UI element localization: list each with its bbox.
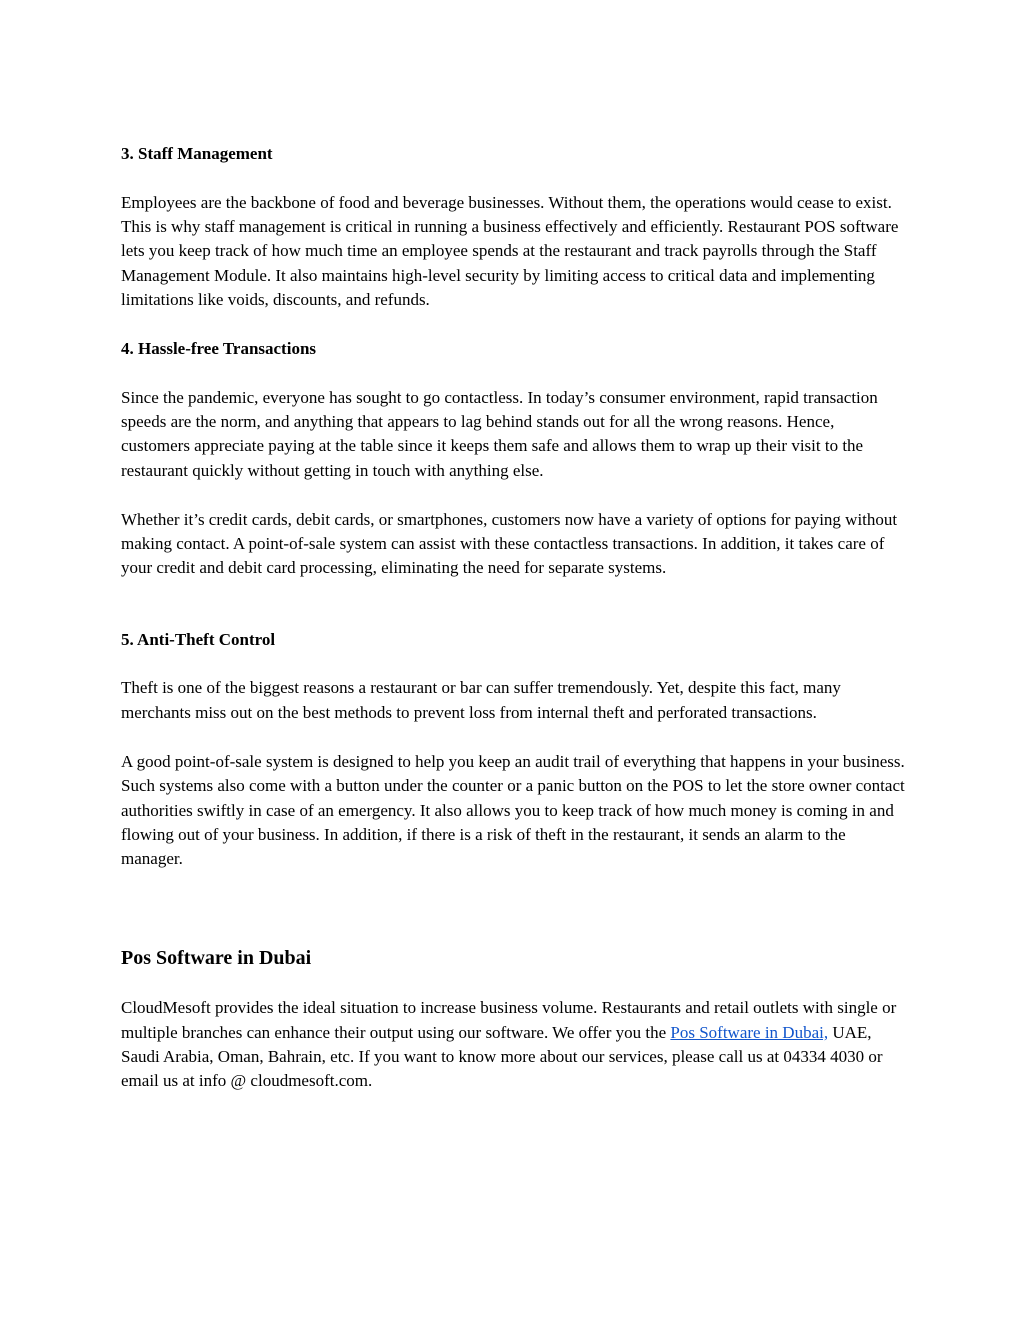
- paragraph-payment-options: Whether it’s credit cards, debit cards, or smartphones, customers now have a variety of options for paying without making contact. A point-of-sale system can assist with these contactless transactions. In addition, it takes care of your credit and debit card processing, eliminating the need for separate systems.: [121, 509, 898, 578]
- closing-paragraph: [121, 996, 905, 1094]
- section-heading-anti-theft-control: 5. Anti-Theft Control: [121, 629, 276, 649]
- closing-text-before-link: CloudMesoft provides the ideal situation to increase business volume. Restaurants and retail outlets with single or multiple branches can enhance their output using our software. We offer you the: [121, 998, 897, 1042]
- section-heading-hassle-free-transactions: 4. Hassle-free Transactions: [121, 339, 317, 359]
- section-heading-staff-management: 3. Staff Management: [121, 144, 273, 163]
- document-page: [121, 142, 905, 1094]
- paragraph-audit-trail: A good point-of-sale system is designed to help you keep an audit trail of everything that happens in your business. Such systems also come with a button under the counter or a panic button on the POS to let the store owner contact authorities swiftly in case of an emergency. It also allows you to keep track of how much money is coming in and flowing out of your business. In addition, if there is a risk of theft in the restaurant, it sends an alarm to the manager.: [121, 751, 905, 869]
- closing-text-after-link: UAE, Saudi Arabia, Oman, Bahrain, etc. If you want to know more about our services, please call us at 04334 4030 or email us at info @ cloudmesoft.com.: [121, 1022, 883, 1091]
- paragraph-staff-management: Employees are the backbone of food and beverage businesses. Without them, the operations would cease to exist. This is why staff management is critical in running a business effectively and efficiently. Restaurant POS software lets you keep track of how much time an employee spends at the restaurant and track payrolls through the Staff Management Module. It also maintains high-level security by limiting access to critical data and implementing limitations like voids, discounts, and refunds.: [121, 192, 899, 310]
- closing-title: Pos Software in Dubai: [121, 946, 312, 969]
- pos-software-dubai-link[interactable]: Pos Software in Dubai,: [670, 1022, 829, 1042]
- paragraph-theft: Theft is one of the biggest reasons a restaurant or bar can suffer tremendously. Yet, despite this fact, many merchants miss out on the best methods to prevent loss from internal theft and perforated transactions.: [121, 678, 841, 722]
- paragraph-contactless: Since the pandemic, everyone has sought to go contactless. In today’s consumer environment, rapid transaction speeds are the norm, and anything that appears to lag behind stands out for all the wrong reasons. Hence, customers appreciate paying at the table since it keeps them safe and allows them to wrap up their visit to the restaurant quickly without getting in touch with anything else.: [121, 387, 878, 480]
